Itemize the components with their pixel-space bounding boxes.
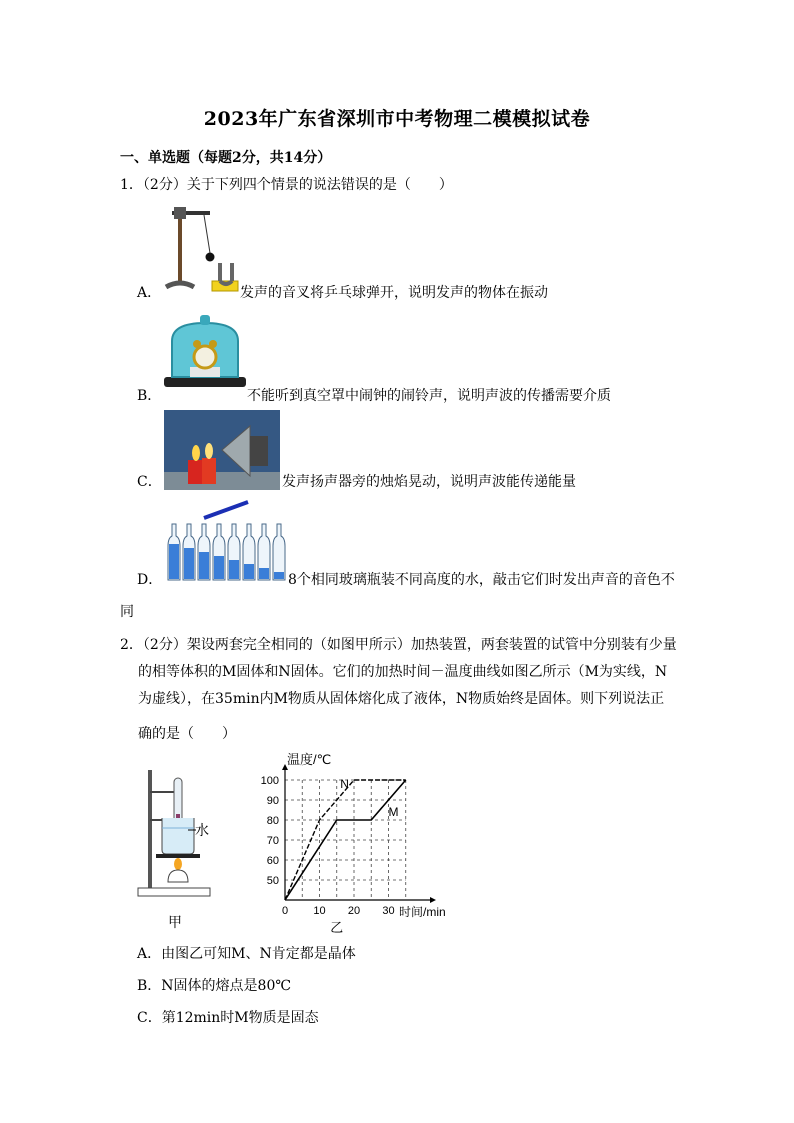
y-tick-label: 80 <box>266 815 279 827</box>
x-tick-label: 20 <box>347 905 361 917</box>
q1-option-b-text: 不能听到真空罩中闹钟的闹铃声，说明声波的传播需要介质 <box>247 388 611 404</box>
q1-stem: 1．（2分）关于下列四个情景的说法错误的是（ ） <box>120 177 453 193</box>
y-axis-label: 温度/℃ <box>287 752 332 767</box>
q2-stem-line2: 的相等体积的M固体和N固体。它们的加热时间－温度曲线如图乙所示（M为实线，N <box>138 664 668 680</box>
x-tick-label: 30 <box>382 905 395 917</box>
figure-jia-caption: 甲 <box>168 915 182 931</box>
chart-caption: 乙 <box>330 920 344 935</box>
q2-option-c-text: 第12min时M物质是固态 <box>161 1010 319 1026</box>
bottles-figure <box>164 500 288 584</box>
q2-option-b-label: B． <box>137 978 162 994</box>
section-heading: 一、单选题（每题2分，共14分） <box>120 150 332 166</box>
y-tick-label: 70 <box>266 835 279 847</box>
q1-option-d-label[interactable]: D． <box>137 572 163 588</box>
bell-jar-figure <box>164 313 246 393</box>
temperature-time-chart <box>255 750 465 935</box>
series-label-N: N <box>340 777 349 791</box>
q1-option-b-label[interactable]: B． <box>137 388 162 404</box>
q1-option-c-text: 发声扬声器旁的烛焰晃动，说明声波能传递能量 <box>282 474 576 490</box>
y-tick-label: 90 <box>266 795 279 807</box>
q2-option-c-label: C． <box>137 1010 162 1026</box>
x-tick-label: 10 <box>313 905 326 917</box>
water-label: 水 <box>195 823 209 839</box>
x-axis-arrow <box>430 897 436 903</box>
series-label-M: M <box>388 805 399 819</box>
x-axis-label: 时间/min <box>399 905 446 919</box>
paper-title: 2023年广东省深圳市中考物理二模模拟试卷 <box>203 108 591 130</box>
q1-option-c-label[interactable]: C． <box>137 474 162 490</box>
tuning-fork-figure <box>164 207 239 297</box>
q1-option-a-label[interactable]: A． <box>137 285 162 301</box>
q1-option-d-continuation: 同 <box>120 604 134 620</box>
q1-option-a-text: 发声的音叉将乒乓球弹开，说明发声的物体在振动 <box>240 285 548 301</box>
candle-speaker-figure <box>164 410 280 490</box>
q2-option-c[interactable] <box>137 1010 319 1026</box>
q2-option-a-label: A． <box>137 946 162 962</box>
q2-stem-line4: 确的是（ ） <box>138 726 236 742</box>
q2-option-a-text: 由图乙可知M、N肯定都是晶体 <box>161 946 356 962</box>
x-tick-label: 0 <box>281 905 289 917</box>
q2-stem-line1: 2．（2分）架设两套完全相同的（如图甲所示）加热装置，两套装置的试管中分别装有少量 <box>120 637 677 653</box>
y-tick-label: 100 <box>260 775 279 787</box>
q2-stem-line3: 为虚线），在35min内M物质从固体熔化成了液体，N物质始终是固体。则下列说法正 <box>138 691 665 707</box>
q2-option-a[interactable] <box>137 946 356 962</box>
q1-option-d-text: 8个相同玻璃瓶装不同高度的水，敲击它们时发出声音的音色不 <box>288 572 675 588</box>
y-tick-label: 60 <box>266 855 279 867</box>
q2-option-b-text: N固体的熔点是80℃ <box>161 978 292 994</box>
y-tick-label: 50 <box>266 875 279 887</box>
q2-option-b[interactable] <box>137 978 291 994</box>
